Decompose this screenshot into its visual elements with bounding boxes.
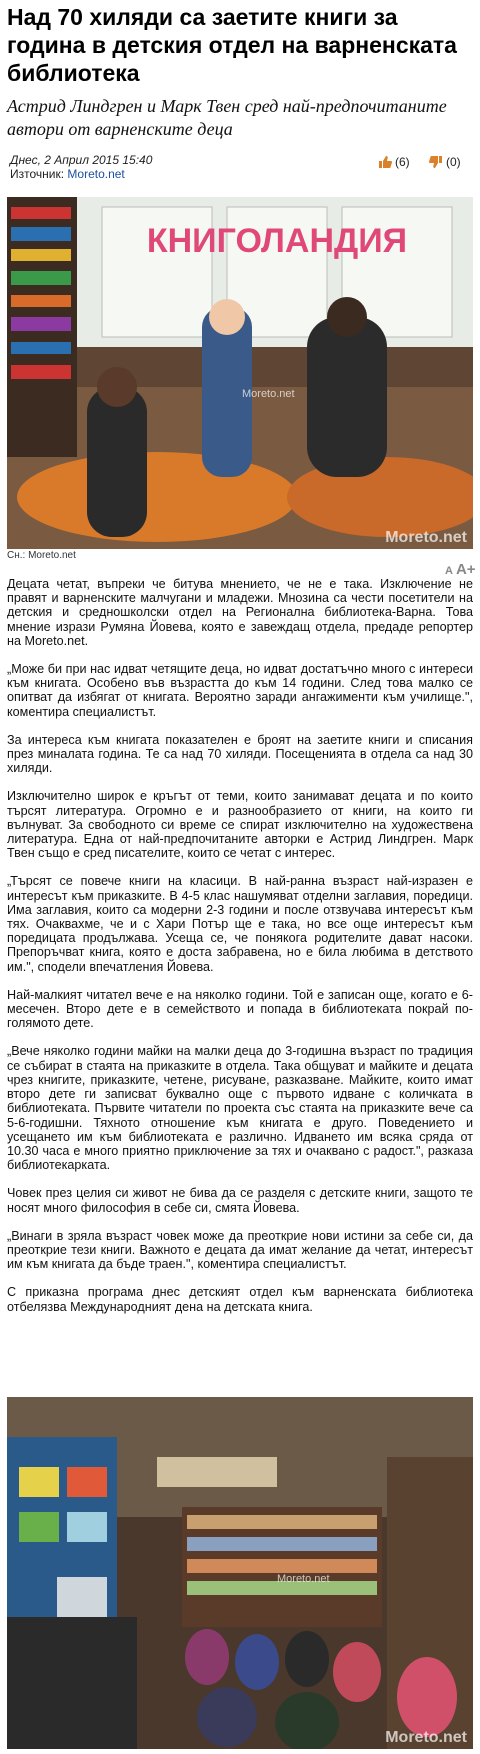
library-interview-photo [7, 197, 473, 549]
paragraph: „Винаги в зряла възраст човек може да преоткрие нови истини за себе си, да преоткрие тези книги. Важното е децата да имат желание да четат, интересът им към книгата да бъде траен.", коментира специалистът. [7, 1228, 473, 1272]
paragraph: „Може би при нас идват четящите деца, но идват достатъчно много с интереси към книгата. Особено във възрастта до към 14 години. След това малко се опитват да избягат от книгата. Вероятно заради ангажименти към училище.", коментира специалистът. [7, 662, 473, 719]
photo-caption: Сн.: Moreto.net [7, 550, 76, 561]
source-link[interactable]: Moreto.net [67, 167, 125, 181]
paragraph: За интереса към книгата показателен е броят на заетите книги и списания през миналата година. Те са над 70 хиляди. Посещенията в отдела са над 30 хиляди. [7, 732, 473, 776]
paragraph: Човек през целия си живот не бива да се разделя с детските книги, защото те носят много философия в себе си, смята Йовева. [7, 1186, 473, 1215]
like-count: (6) [395, 155, 410, 169]
article-body [7, 577, 473, 1328]
thumbs-up-icon [378, 156, 392, 168]
second-photo [7, 1397, 473, 1749]
photo2-watermark: Moreto.net [277, 1573, 330, 1585]
article-title: Над 70 хиляди са заетите книги за година в детския отдел на варненската библиотека [7, 4, 457, 86]
photo-watermark: Moreto.net [242, 388, 295, 400]
thumbs-down-icon [429, 156, 443, 168]
paragraph: С приказна програма днес детският отдел към варненската библиотека отбелязва Международният дена на детската книга. [7, 1285, 473, 1314]
paragraph: Най-малкият читател вече е на няколко години. Той е записан още, когато е 6-месечен. Второ дете е в семейството и попада в библиотеката покрай по-голямото дете. [7, 987, 473, 1031]
paragraph: „Вече няколко години майки на малки деца до 3-годишна възраст по традиция се събират в стаята на приказките в отдела. Така общуват и майките и децата чрез книгите, приказките, четене, рисуване, разказване. Майките, които имат второ дете ги записват буквално още с първото идване с количката в библиотеката. Първите читатели по проекта със стаята на приказките вече са 5-6-годишни. Тяхното отношение към книгата е друго. Поведението и усещането им към библиотеката е различно. Идването им всяка сряда от 10.30 часа е много приятно приключение за тях и очаквано с радост.", разказа библиотекарката. [7, 1044, 473, 1173]
source-line [10, 167, 125, 181]
publish-date: Днес, 2 Април 2015 15:40 [10, 153, 153, 167]
banner-text: КНИГОЛАНДИЯ [146, 222, 408, 260]
children-reading-room-photo [7, 1397, 473, 1749]
article-subtitle: Астрид Линдгрен и Марк Твен сред най-предпочитаните автори от варненските деца [7, 96, 447, 139]
paragraph: Изключително широк е кръгът от теми, които занимават децата и по които търсят литература. Огромно е и разнообразието от книги, на които ги вълнуват. За свободното си време се спират изключително на художествена литература. Една от най-предпочитаните авторки е Астрид Линдгрен. Марк Твен също е сред писателите, които се четат с интерес. [7, 789, 473, 861]
like-button[interactable] [378, 155, 410, 169]
font-increase-button[interactable]: A+ [455, 561, 476, 578]
source-label: Източник: [10, 167, 68, 181]
font-decrease-button[interactable]: A [445, 565, 453, 577]
dislike-count: (0) [446, 155, 461, 169]
photo-watermark-corner: Moreto.net [385, 529, 467, 546]
dislike-button[interactable] [429, 155, 461, 169]
paragraph: „Търсят се повече книги на класици. В най-ранна възраст най-изразен е интересът към приказките. В 4-5 клас нашумяват отделни заглавия, поредици. Има заглавия, които са модерни 2-3 години и после отзвучава интересът към тях. Очаквахме, че и с Хари Потър ще е така, но все още интересът към поредицата продължава. Усеща се, че понякога родителите дават насоки. Препоръчват книга, която е доста забравена, но е била любима в детството им.", сподели впечатления Йовева. [7, 874, 473, 974]
paragraph: Децата четат, въпреки че битува мнението, че не е така. Изключение не правят и варненските малчугани и младежи. Мнозина са чести посетители на детския и средношколски отдел на Регионална библиотека-Варна. Това мнение изрази Румяна Йовева, която е завеждащ отдела, предаде репортер на Moreto.net. [7, 577, 473, 648]
photo2-watermark-corner: Moreto.net [385, 1729, 467, 1746]
main-photo [7, 197, 473, 549]
